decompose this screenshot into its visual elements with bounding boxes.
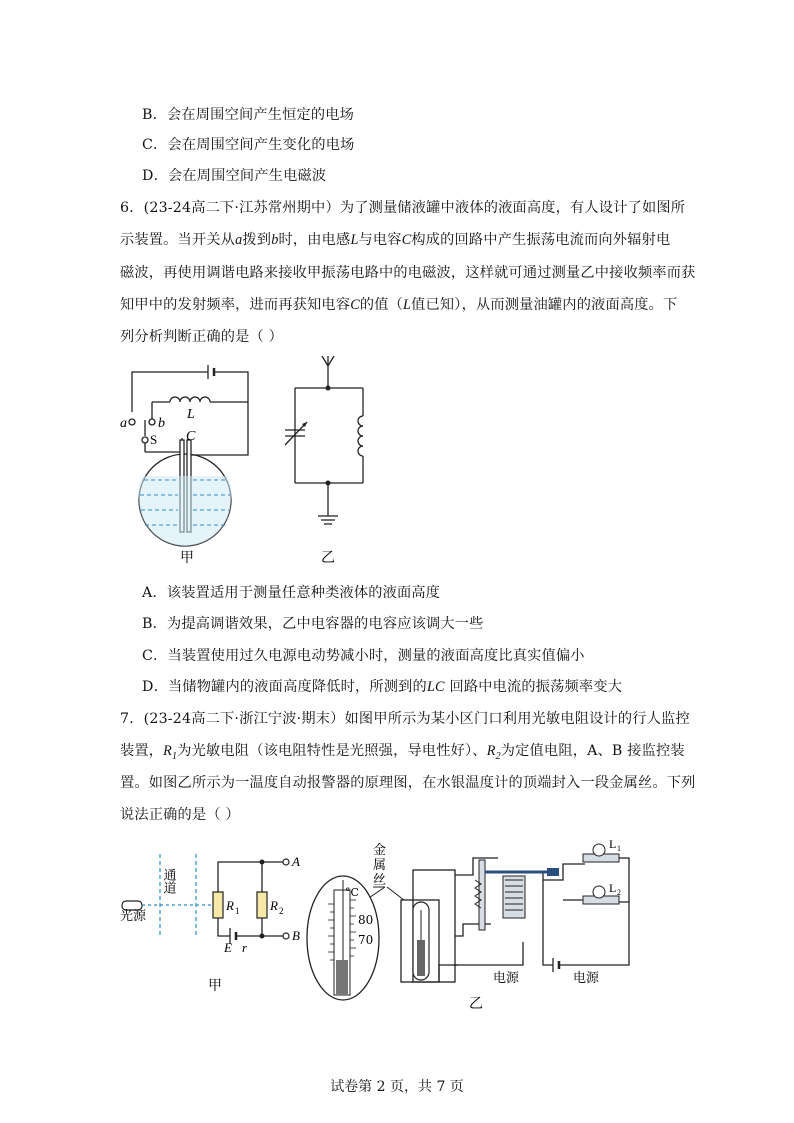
label-wire-shu: 属 <box>373 858 387 873</box>
label-r1-sub: 1 <box>235 906 240 916</box>
q7-r2-sub: 2 <box>495 750 501 762</box>
label-B: B <box>292 928 300 943</box>
q6-text: 拨到 <box>242 232 272 248</box>
q6-option-d-text2: 回路中电流的振荡频率变大 <box>449 679 623 695</box>
q6-figure-jia <box>112 360 262 570</box>
q6-text: 时，由电感 <box>278 232 351 248</box>
q5-option-d: D．会在周围空间产生电磁波 <box>142 168 327 184</box>
q7-r2: R <box>486 743 496 759</box>
q7-stem-line1: 7．(23-24高二下·浙江宁波·期末）如图甲所示为某小区门口利用光敏电阻设计的行人监控 <box>120 711 690 727</box>
q7-text: 装置， <box>120 743 164 759</box>
q6-var-a: a <box>235 232 243 248</box>
label-yi: 乙 <box>321 550 335 566</box>
label-channel: 通道 <box>160 868 176 894</box>
q6-option-b: B．为提高调谐效果，乙中电容器的电容应该调大一些 <box>142 616 484 632</box>
q7-stem-line3: 置。如图乙所示为一温度自动报警器的原理图，在水银温度计的顶端封入一段金属丝。下列 <box>120 775 696 791</box>
q6-stem-line1: 6．(23-24高二下·江苏常州期中）为了测量储液罐中液体的液面高度，有人设计了如图所 <box>120 200 686 216</box>
q6-figure-yi <box>285 350 385 570</box>
label-b: b <box>158 416 165 431</box>
q6-var-c: C <box>350 297 360 313</box>
label-70: 70 <box>358 933 374 947</box>
q6-stem-line4 <box>120 294 677 314</box>
q5-option-c: C．会在周围空间产生变化的电场 <box>142 137 355 153</box>
q6-text: 的值（ <box>359 297 404 313</box>
q7-r1: R <box>163 743 173 759</box>
label-c: C <box>186 429 196 444</box>
q6-option-a: A．该装置适用于测量任意种类液体的液面高度 <box>142 585 441 601</box>
q6-option-d <box>142 676 622 696</box>
q6-option-d-lc: LC <box>426 679 445 695</box>
q7-figure-jia <box>118 848 308 998</box>
label-l2: L <box>609 881 617 895</box>
q7-stem-line4: 说法正确的是（ ） <box>120 807 240 823</box>
q7-stem-line2 <box>120 740 685 762</box>
label-l: L <box>187 407 195 422</box>
q6-var-c: C <box>401 232 412 248</box>
label-light-source: 光源 <box>120 909 147 924</box>
q6-var-l: L <box>350 232 359 248</box>
q6-text: 示装置。当开关从 <box>120 232 236 248</box>
q6-stem-line5: 列分析判断正确的是（ ） <box>120 329 283 345</box>
label-s: S <box>150 432 158 447</box>
q6-text: 构成的回路中产生振荡电流而向外辐射电 <box>411 232 671 248</box>
q6-option-c: C．当装置使用过久电源电动势减小时，测量的液面高度比真实值偏小 <box>142 648 585 664</box>
label-yi: 乙 <box>469 996 483 1012</box>
label-wire-jin: 金 <box>373 843 387 858</box>
q6-text: 值已知），从而测量油罐内的液面高度。下 <box>411 297 678 313</box>
label-jia: 甲 <box>208 978 222 994</box>
q5-option-b: B．会在周围空间产生恒定的电场 <box>142 107 355 123</box>
label-power-2: 电源 <box>573 971 600 986</box>
q6-text: 与电容 <box>358 232 402 248</box>
q6-stem-line3: 磁波，再使用调谐电路来接收甲振荡电路中的电磁波，这样就可通过测量乙中接收频率而获 <box>120 265 696 281</box>
q6-stem-line2 <box>120 229 670 249</box>
label-l1: L <box>609 840 617 851</box>
label-power-1: 电源 <box>493 971 520 986</box>
q7-figure-yi <box>303 840 643 1015</box>
label-a: a <box>120 416 127 431</box>
q7-text: 为光敏电阻（该电阻特性是光照强，导电性好）、 <box>177 743 487 759</box>
label-r1: R <box>226 898 234 913</box>
label-deg: °C <box>345 886 359 899</box>
q6-var-b: b <box>271 232 279 248</box>
label-E: E <box>224 940 232 955</box>
page-footer: 试卷第 2 页，共 7 页 <box>330 1079 464 1095</box>
q6-var-l: L <box>403 297 412 313</box>
label-r2-sub: 2 <box>279 906 284 916</box>
label-A: A <box>292 854 300 869</box>
q6-option-d-text: D．当储物罐内的液面高度降低时，所测到的 <box>142 679 427 695</box>
label-80: 80 <box>358 913 374 927</box>
label-wire-si: 丝 <box>373 873 387 888</box>
label-l1-sub: 1 <box>617 844 621 853</box>
label-l2-sub: 2 <box>617 888 621 897</box>
label-r2: R <box>270 898 278 913</box>
label-jia: 甲 <box>180 550 194 566</box>
label-r: r <box>242 940 248 955</box>
q7-r1-sub: 1 <box>172 750 178 762</box>
q7-text: 为定值电阻，A、B 接监控装 <box>500 743 685 759</box>
q6-text: 知甲中的发射频率，进而再获知电容 <box>120 297 351 313</box>
